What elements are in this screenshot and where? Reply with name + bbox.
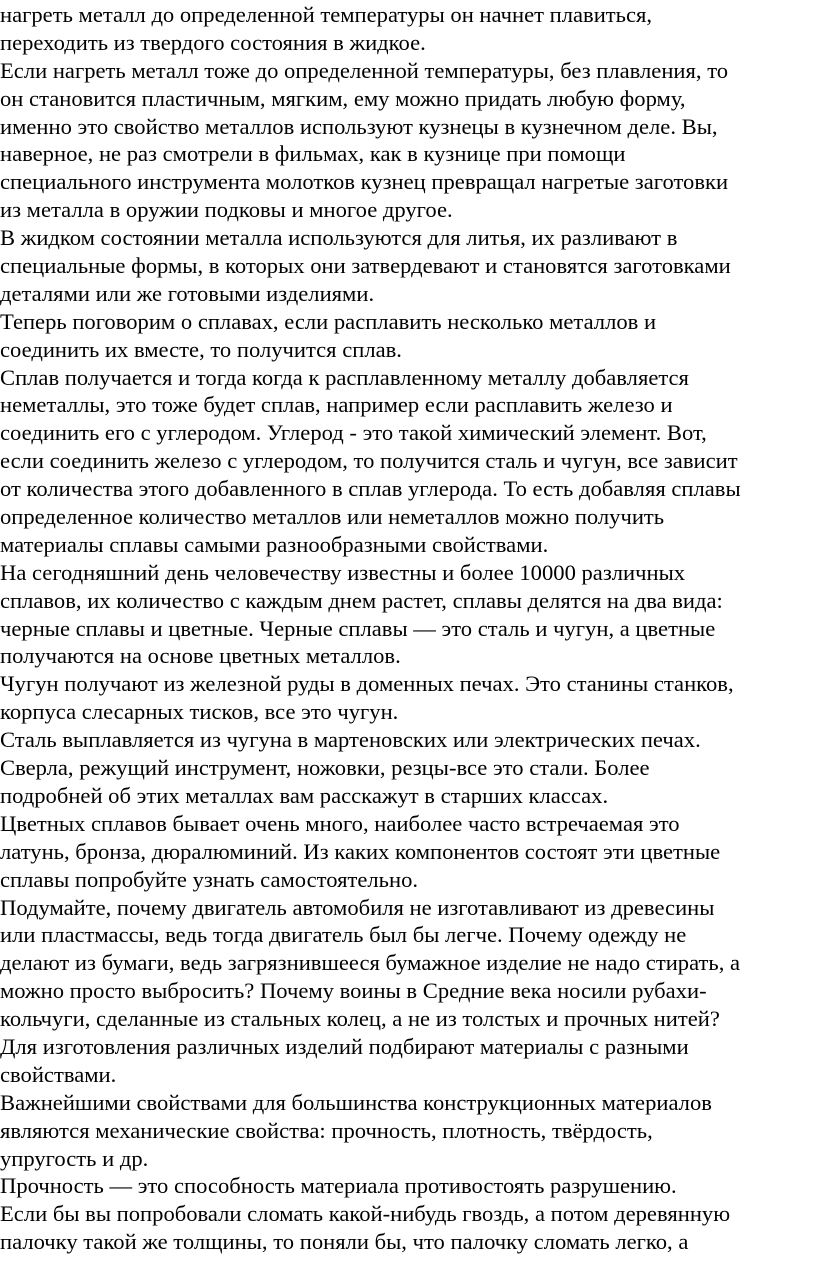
text-line: На сегодняшний день человечеству известны и более 10000 различных	[0, 559, 686, 585]
text-line: делают из бумаги, ведь загрязнившееся бумажное изделие не надо стирать, а	[0, 950, 741, 976]
text-line: сплавов, их количество с каждым днем растет, сплавы делятся на два вида:	[0, 587, 723, 613]
text-line: подробней об этих металлах вам расскажут в старших классах.	[0, 782, 609, 808]
text-line: Для изготовления различных изделий подбирают материалы с разными	[0, 1033, 689, 1059]
text-line: упругость и др.	[0, 1145, 149, 1171]
text-line: можно просто выбросить? Почему воины в Средние века носили рубахи-	[0, 978, 707, 1004]
text-line: Сверла, режущий инструмент, ножовки, резцы-все это стали. Более	[0, 755, 650, 781]
text-line: получаются на основе цветных металлов.	[0, 643, 401, 669]
text-line: свойствами.	[0, 1061, 117, 1087]
text-line: специального инструмента молотков кузнец превращал нагретые заготовки	[0, 169, 729, 195]
text-line: из металла в оружии подковы и многое другое.	[0, 197, 453, 223]
text-line: неметаллы, это тоже будет сплав, например если расплавить железо и	[0, 392, 673, 418]
text-line: специальные формы, в которых они затвердевают и становятся заготовками	[0, 253, 731, 279]
text-line: Подумайте, почему двигатель автомобиля не изготавливают из древесины	[0, 894, 715, 920]
text-line: кольчуги, сделанные из стальных колец, а не из толстых и прочных нитей?	[0, 1006, 720, 1032]
text-line: черные сплавы и цветные. Черные сплавы — это сталь и чугун, а цветные	[0, 615, 716, 641]
text-line: от количества этого добавленного в сплав углерода. То есть добавляя сплавы	[0, 476, 741, 502]
text-line: Если бы вы попробовали сломать какой-нибудь гвоздь, а потом деревянную	[0, 1201, 731, 1227]
text-line: Сталь выплавляется из чугуна в мартеновских или электрических печах.	[0, 727, 701, 753]
text-line: именно это свойство металлов используют кузнецы в кузнечном деле. Вы,	[0, 113, 718, 139]
text-line: Если нагреть металл тоже до определенной температуры, без плавления, то	[0, 57, 729, 83]
text-line: Чугун получают из железной руды в доменных печах. Это станины станков,	[0, 671, 734, 697]
text-line: если соединить железо с углеродом, то получится сталь и чугун, все зависит	[0, 448, 738, 474]
text-line: или пластмассы, ведь тогда двигатель был бы легче. Почему одежду не	[0, 922, 687, 948]
text-line: корпуса слесарных тисков, все это чугун.	[0, 699, 399, 725]
text-line: В жидком состоянии металла используются для литья, их разливают в	[0, 225, 678, 251]
text-line: сплавы попробуйте узнать самостоятельно.	[0, 866, 419, 892]
text-line: переходить из твердого состояния в жидкое.	[0, 29, 426, 55]
text-line: определенное количество металлов или неметаллов можно получить	[0, 504, 665, 530]
text-line: соединить его с углеродом. Углерод - это такой химический элемент. Вот,	[0, 420, 707, 446]
text-line: материалы сплавы самыми разнообразными свойствами.	[0, 531, 549, 557]
text-line: соединить их вместе, то получится сплав.	[0, 336, 402, 362]
text-line: латунь, бронза, дюралюминий. Из каких компонентов состоят эти цветные	[0, 838, 721, 864]
text-line: Прочность — это способность материала противостоять разрушению.	[0, 1173, 677, 1199]
text-line: Цветных сплавов бывает очень много, наиболее часто встречаемая это	[0, 810, 680, 836]
text-line: наверное, не раз смотрели в фильмах, как в кузнице при помощи	[0, 141, 626, 167]
text-line: нагреть металл до определенной температуры он начнет плавиться,	[0, 2, 653, 27]
text-line: Теперь поговорим о сплавах, если расплавить несколько металлов и	[0, 308, 657, 334]
text-line: он становится пластичным, мягким, ему можно придать любую форму,	[0, 85, 686, 111]
text-line: Важнейшими свойствами для большинства конструкционных материалов	[0, 1089, 712, 1115]
text-line: являются механические свойства: прочность, плотность, твёрдость,	[0, 1117, 653, 1143]
text-line: деталями или же готовыми изделиями.	[0, 280, 375, 306]
text-line: Сплав получается и тогда когда к расплавленному металлу добавляется	[0, 364, 689, 390]
text-line: палочку такой же толщины, то поняли бы, что палочку сломать легко, а	[0, 1229, 689, 1255]
